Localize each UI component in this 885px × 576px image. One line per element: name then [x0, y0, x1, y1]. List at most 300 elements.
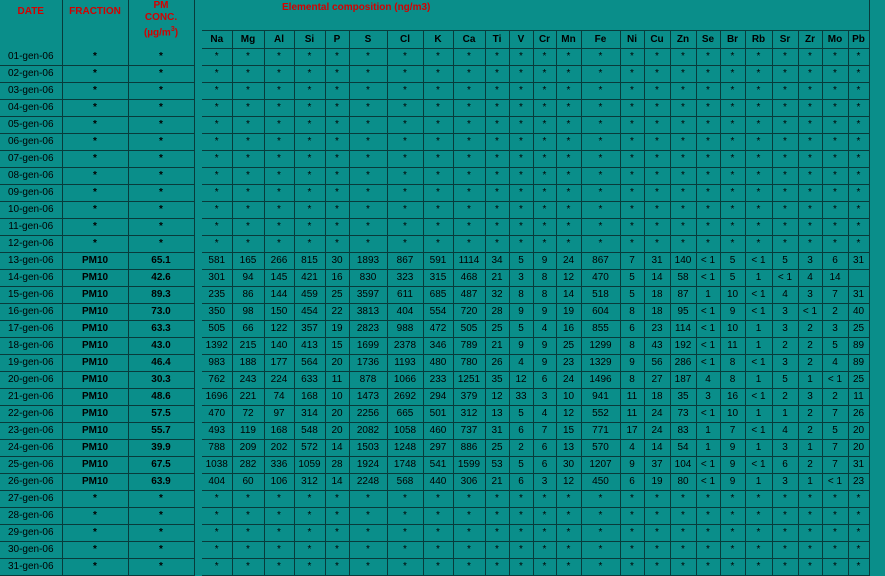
value-cell: * [745, 558, 772, 575]
value-cell: 119 [232, 422, 264, 439]
table-row [0, 82, 869, 99]
value-cell: 145 [264, 269, 294, 286]
value-cell: 34 [485, 252, 509, 269]
value-cell: < 1 [745, 303, 772, 320]
value-cell: 591 [423, 252, 453, 269]
value-cell: * [533, 65, 556, 82]
value-cell: * [581, 65, 620, 82]
value-cell: * [202, 167, 232, 184]
value-cell: * [848, 490, 869, 507]
pm-conc-cell: * [128, 558, 194, 575]
value-cell: * [848, 541, 869, 558]
value-cell: * [533, 116, 556, 133]
column-gap [194, 439, 202, 456]
value-cell: * [325, 167, 349, 184]
value-cell: * [581, 116, 620, 133]
value-cell: * [620, 116, 644, 133]
value-cell: 4 [533, 320, 556, 337]
value-cell: 9 [720, 303, 745, 320]
pm-conc-cell: 48.6 [128, 388, 194, 405]
value-cell: 31 [848, 286, 869, 303]
value-cell: * [556, 133, 581, 150]
value-cell: * [453, 524, 485, 541]
value-cell: * [264, 99, 294, 116]
value-cell: < 1 [696, 269, 720, 286]
value-cell: 98 [232, 303, 264, 320]
value-cell: * [264, 558, 294, 575]
pm-conc-cell: * [128, 524, 194, 541]
value-cell: * [232, 150, 264, 167]
value-cell: * [232, 558, 264, 575]
value-cell: * [423, 116, 453, 133]
column-gap [194, 337, 202, 354]
value-cell: 4 [533, 405, 556, 422]
value-cell: * [696, 99, 720, 116]
value-cell: 459 [294, 286, 325, 303]
value-cell: * [325, 150, 349, 167]
value-cell: * [202, 48, 232, 65]
value-cell: * [232, 524, 264, 541]
value-cell: * [644, 201, 670, 218]
value-cell: * [423, 558, 453, 575]
value-cell: * [644, 490, 670, 507]
value-cell: * [453, 184, 485, 201]
value-cell: * [264, 507, 294, 524]
value-cell: 830 [349, 269, 387, 286]
element-header-ti: Ti [485, 30, 509, 48]
date-cell: 04-gen-06 [0, 99, 62, 116]
pm-conc-cell: * [128, 133, 194, 150]
date-cell: 01-gen-06 [0, 48, 62, 65]
value-cell: * [232, 65, 264, 82]
value-cell: * [264, 48, 294, 65]
value-cell: * [387, 507, 423, 524]
value-cell: * [533, 82, 556, 99]
element-header-mo: Mo [822, 30, 848, 48]
value-cell: 2 [798, 320, 822, 337]
value-cell: * [670, 541, 696, 558]
value-cell: 15 [556, 422, 581, 439]
fraction-cell: * [62, 524, 128, 541]
value-cell: * [349, 490, 387, 507]
value-cell: 7 [620, 252, 644, 269]
value-cell: * [696, 116, 720, 133]
table-row [0, 507, 869, 524]
value-cell: * [423, 99, 453, 116]
value-cell: * [745, 167, 772, 184]
value-cell: * [349, 184, 387, 201]
value-cell: * [745, 99, 772, 116]
element-header-rb: Rb [745, 30, 772, 48]
value-cell: * [509, 167, 533, 184]
table-row [0, 218, 869, 235]
value-cell: 7 [822, 405, 848, 422]
value-cell: * [202, 133, 232, 150]
value-cell: * [387, 82, 423, 99]
value-cell: * [423, 133, 453, 150]
date-cell: 12-gen-06 [0, 235, 62, 252]
value-cell: * [232, 507, 264, 524]
value-cell: * [720, 82, 745, 99]
pm-conc-header [128, 0, 194, 48]
value-cell: 1038 [202, 456, 232, 473]
value-cell: 25 [848, 320, 869, 337]
value-cell: * [264, 167, 294, 184]
date-cell: 19-gen-06 [0, 354, 62, 371]
table-row [0, 490, 869, 507]
value-cell: * [696, 184, 720, 201]
value-cell: 3 [696, 388, 720, 405]
pm-header-line1: PM [153, 0, 169, 11]
value-cell: 17 [620, 422, 644, 439]
value-cell: 404 [202, 473, 232, 490]
value-cell: 1 [745, 439, 772, 456]
value-cell: * [325, 541, 349, 558]
value-cell: 440 [423, 473, 453, 490]
value-cell: * [349, 65, 387, 82]
value-cell: * [670, 48, 696, 65]
value-cell: 9 [720, 473, 745, 490]
column-gap [194, 524, 202, 541]
value-cell: * [387, 201, 423, 218]
value-cell: 3 [509, 269, 533, 286]
fraction-cell: * [62, 133, 128, 150]
date-cell: 15-gen-06 [0, 286, 62, 303]
value-cell: * [644, 65, 670, 82]
table-row [0, 473, 869, 490]
pm-conc-cell: * [128, 150, 194, 167]
value-cell: * [745, 184, 772, 201]
pm-header-line2: CONC. [144, 12, 178, 23]
value-cell: * [798, 541, 822, 558]
value-cell: 2 [822, 303, 848, 320]
value-cell: 221 [232, 388, 264, 405]
table-row [0, 524, 869, 541]
value-cell: < 1 [696, 354, 720, 371]
value-cell: * [349, 48, 387, 65]
value-cell: 22 [325, 303, 349, 320]
pm-conc-cell: 73.0 [128, 303, 194, 320]
value-cell: * [848, 48, 869, 65]
value-cell: 468 [453, 269, 485, 286]
value-cell: 35 [670, 388, 696, 405]
value-cell: 564 [294, 354, 325, 371]
value-cell: * [772, 524, 798, 541]
element-header-ni: Ni [620, 30, 644, 48]
value-cell: < 1 [745, 388, 772, 405]
date-cell: 20-gen-06 [0, 371, 62, 388]
value-cell: < 1 [696, 337, 720, 354]
value-cell: * [423, 507, 453, 524]
value-cell: * [349, 167, 387, 184]
fraction-cell: PM10 [62, 337, 128, 354]
value-cell: * [509, 490, 533, 507]
value-cell: * [696, 201, 720, 218]
value-cell: 94 [232, 269, 264, 286]
value-cell: 13 [485, 405, 509, 422]
value-cell: * [485, 541, 509, 558]
value-cell: * [232, 218, 264, 235]
value-cell: * [509, 99, 533, 116]
value-cell: * [620, 235, 644, 252]
value-cell: * [720, 507, 745, 524]
value-cell: * [533, 524, 556, 541]
value-cell: * [264, 116, 294, 133]
value-cell: * [720, 116, 745, 133]
value-cell: * [294, 116, 325, 133]
table-row [0, 150, 869, 167]
value-cell: 56 [644, 354, 670, 371]
value-cell: 314 [294, 405, 325, 422]
value-cell: * [232, 133, 264, 150]
value-cell: 2 [798, 354, 822, 371]
date-cell: 11-gen-06 [0, 218, 62, 235]
column-gap [194, 201, 202, 218]
column-gap [194, 82, 202, 99]
value-cell: * [720, 167, 745, 184]
value-cell: * [453, 541, 485, 558]
value-cell: * [644, 133, 670, 150]
value-cell: 505 [202, 320, 232, 337]
table-row [0, 388, 869, 405]
value-cell: 5 [509, 456, 533, 473]
value-cell: 1748 [387, 456, 423, 473]
value-cell: 10 [720, 286, 745, 303]
value-cell: 31 [848, 456, 869, 473]
pm-conc-cell: * [128, 218, 194, 235]
value-cell: * [848, 167, 869, 184]
date-cell: 02-gen-06 [0, 65, 62, 82]
value-cell: 552 [581, 405, 620, 422]
value-cell: * [325, 558, 349, 575]
value-cell: * [581, 524, 620, 541]
value-cell: 9 [620, 354, 644, 371]
value-cell: 13 [556, 439, 581, 456]
value-cell: 20 [325, 405, 349, 422]
value-cell: * [581, 218, 620, 235]
fraction-cell: PM10 [62, 439, 128, 456]
value-cell: 16 [325, 269, 349, 286]
column-gap [194, 99, 202, 116]
value-cell: * [325, 184, 349, 201]
value-cell: * [349, 235, 387, 252]
element-header-sr: Sr [772, 30, 798, 48]
value-cell: * [772, 150, 798, 167]
value-cell: 104 [670, 456, 696, 473]
value-cell: * [772, 235, 798, 252]
value-cell: 3 [772, 354, 798, 371]
value-cell: 815 [294, 252, 325, 269]
value-cell: 202 [264, 439, 294, 456]
value-cell: * [453, 65, 485, 82]
element-header-al: Al [264, 30, 294, 48]
value-cell: * [509, 133, 533, 150]
value-cell: 3 [772, 473, 798, 490]
value-cell: 988 [387, 320, 423, 337]
value-cell: * [670, 201, 696, 218]
value-cell: * [202, 82, 232, 99]
value-cell: 12 [509, 371, 533, 388]
value-cell: * [533, 201, 556, 218]
value-cell: 168 [294, 388, 325, 405]
pm-conc-cell: 57.5 [128, 405, 194, 422]
value-cell: * [798, 558, 822, 575]
table-row [0, 99, 869, 116]
element-header-mg: Mg [232, 30, 264, 48]
value-cell: * [349, 524, 387, 541]
value-cell: 243 [232, 371, 264, 388]
value-cell: < 1 [745, 456, 772, 473]
value-cell: 1503 [349, 439, 387, 456]
table-row [0, 405, 869, 422]
value-cell: * [556, 48, 581, 65]
value-cell: * [581, 184, 620, 201]
pm-conc-cell: 30.3 [128, 371, 194, 388]
value-cell: * [772, 558, 798, 575]
value-cell: * [485, 116, 509, 133]
value-cell: 8 [533, 269, 556, 286]
value-cell: 3 [772, 439, 798, 456]
value-cell: * [387, 48, 423, 65]
value-cell: 168 [264, 422, 294, 439]
table-row [0, 286, 869, 303]
value-cell: 1893 [349, 252, 387, 269]
fraction-cell: * [62, 167, 128, 184]
value-cell: 357 [294, 320, 325, 337]
value-cell: * [202, 218, 232, 235]
date-cell: 28-gen-06 [0, 507, 62, 524]
value-cell: 9 [509, 337, 533, 354]
value-cell: * [264, 235, 294, 252]
fraction-cell: * [62, 82, 128, 99]
value-cell: * [264, 133, 294, 150]
value-cell: 4 [696, 371, 720, 388]
table-row [0, 558, 869, 575]
value-cell: 1599 [453, 456, 485, 473]
value-cell: 2 [798, 337, 822, 354]
column-gap [194, 371, 202, 388]
pm-conc-cell: * [128, 201, 194, 218]
value-cell: * [485, 133, 509, 150]
value-cell: 215 [232, 337, 264, 354]
value-cell: * [294, 184, 325, 201]
value-cell: 1 [798, 371, 822, 388]
value-cell: * [644, 99, 670, 116]
value-cell: 16 [556, 320, 581, 337]
value-cell: 18 [644, 286, 670, 303]
value-cell: 266 [264, 252, 294, 269]
value-cell: * [720, 201, 745, 218]
column-gap [194, 405, 202, 422]
value-cell: * [387, 99, 423, 116]
value-cell: 19 [325, 320, 349, 337]
value-cell: 306 [453, 473, 485, 490]
value-cell: * [822, 558, 848, 575]
value-cell: * [620, 99, 644, 116]
element-header-cl: Cl [387, 30, 423, 48]
value-cell: 1248 [387, 439, 423, 456]
value-cell: * [798, 82, 822, 99]
value-cell: * [696, 490, 720, 507]
value-cell: * [696, 150, 720, 167]
value-cell: * [620, 507, 644, 524]
value-cell: * [644, 184, 670, 201]
value-cell: * [485, 524, 509, 541]
value-cell: 2378 [387, 337, 423, 354]
value-cell: * [485, 490, 509, 507]
value-cell: * [556, 235, 581, 252]
date-cell: 16-gen-06 [0, 303, 62, 320]
value-cell: 762 [202, 371, 232, 388]
fraction-cell: PM10 [62, 269, 128, 286]
value-cell: 541 [423, 456, 453, 473]
pm-conc-cell: 55.7 [128, 422, 194, 439]
table-row [0, 337, 869, 354]
column-gap [194, 150, 202, 167]
column-gap [194, 558, 202, 575]
value-cell: * [423, 184, 453, 201]
value-cell: * [798, 99, 822, 116]
value-cell: * [798, 150, 822, 167]
element-header-mn: Mn [556, 30, 581, 48]
value-cell: * [696, 82, 720, 99]
value-cell: 26 [485, 354, 509, 371]
value-cell: * [556, 65, 581, 82]
element-header-zr: Zr [798, 30, 822, 48]
column-gap [194, 320, 202, 337]
value-cell: 4 [798, 269, 822, 286]
value-cell: * [485, 48, 509, 65]
value-cell: 421 [294, 269, 325, 286]
value-cell: 2 [772, 337, 798, 354]
value-cell: * [387, 541, 423, 558]
value-cell: * [533, 167, 556, 184]
fraction-cell: * [62, 150, 128, 167]
value-cell: 7 [822, 286, 848, 303]
column-gap [194, 456, 202, 473]
value-cell: 1699 [349, 337, 387, 354]
value-cell: 25 [485, 320, 509, 337]
value-cell: 89 [848, 337, 869, 354]
value-cell: 140 [670, 252, 696, 269]
value-cell: 3 [798, 252, 822, 269]
value-cell: * [720, 218, 745, 235]
value-cell: 19 [644, 473, 670, 490]
value-cell: 1392 [202, 337, 232, 354]
value-cell: * [202, 150, 232, 167]
value-cell: * [485, 82, 509, 99]
value-cell: 24 [556, 252, 581, 269]
value-cell: 209 [232, 439, 264, 456]
value-cell: 12 [556, 405, 581, 422]
value-cell: * [453, 558, 485, 575]
value-cell: * [822, 99, 848, 116]
value-cell: 5 [772, 371, 798, 388]
table-row [0, 235, 869, 252]
value-cell: 1 [696, 422, 720, 439]
value-cell: * [485, 167, 509, 184]
value-cell: 2692 [387, 388, 423, 405]
value-cell: * [745, 48, 772, 65]
value-cell: 413 [294, 337, 325, 354]
value-cell: * [423, 218, 453, 235]
value-cell: 604 [581, 303, 620, 320]
value-cell: 6 [822, 252, 848, 269]
column-gap [194, 0, 202, 48]
fraction-cell: * [62, 218, 128, 235]
value-cell: 2 [772, 388, 798, 405]
pm-conc-cell: 42.6 [128, 269, 194, 286]
